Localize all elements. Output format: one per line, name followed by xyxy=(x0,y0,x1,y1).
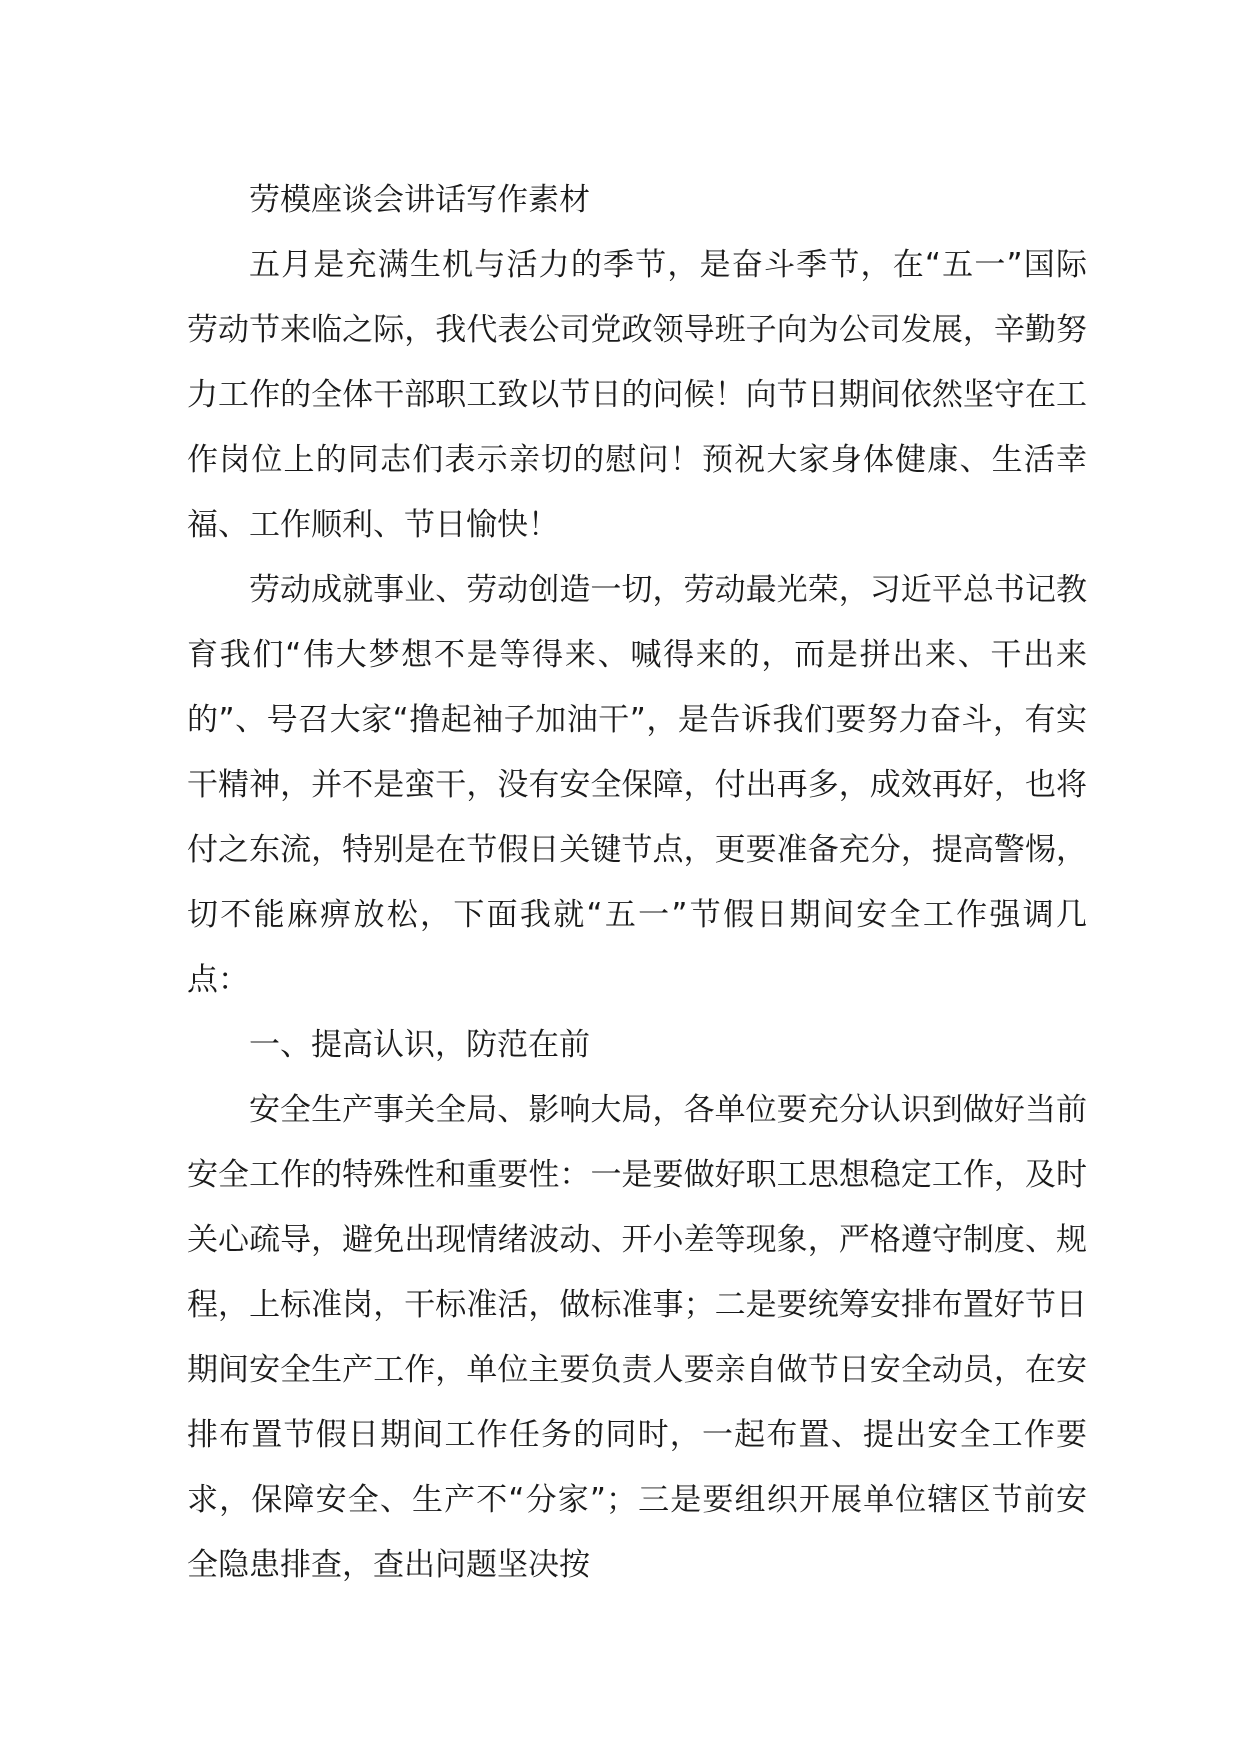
paragraph-safety: 安全生产事关全局、影响大局，各单位要充分认识到做好当前安全工作的特殊性和重要性：一是要做好职工思想稳定工作，及时关心疏导，避免出现情绪波动、开小差等现象，严格遵守制度、规程，上标准岗，干标准活，做标准事；二是要统筹安排布置好节日期间安全生产工作，单位主要负责人要亲自做节日安全动员，在安排布置节假日期间工作任务的同时，一起布置、提出安全工作要求，保障安全、生产不“分家”；三是要组织开展单位辖区节前安全隐患排查，查出问题坚决按 xyxy=(187,1092,1087,1583)
document-body xyxy=(187,168,1087,1598)
paragraph-labor: 劳动成就事业、劳动创造一切，劳动最光荣，习近平总书记教育我们“伟大梦想不是等得来、喊得来的，而是拼出来、干出来的”、号召大家“撸起袖子加油干”，是告诉我们要努力奋斗，有实干精神，并不是蛮干，没有安全保障，付出再多，成效再好，也将付之东流，特别是在节假日关键节点，更要准备充分，提高警惕，切不能麻痹放松，下面我就“五一”节假日期间安全工作强调几点： xyxy=(187,572,1087,998)
paragraph-greeting: 五月是充满生机与活力的季节，是奋斗季节，在“五一”国际劳动节来临之际，我代表公司党政领导班子向为公司发展，辛勤努力工作的全体干部职工致以节日的问候！向节日期间依然坚守在工作岗位上的同志们表示亲切的慰问！预祝大家身体健康、生活幸福、工作顺利、节日愉快！ xyxy=(187,247,1087,543)
document-title: 劳模座谈会讲话写作素材 xyxy=(249,182,590,218)
section-heading-1: 一、提高认识，防范在前 xyxy=(249,1027,590,1063)
